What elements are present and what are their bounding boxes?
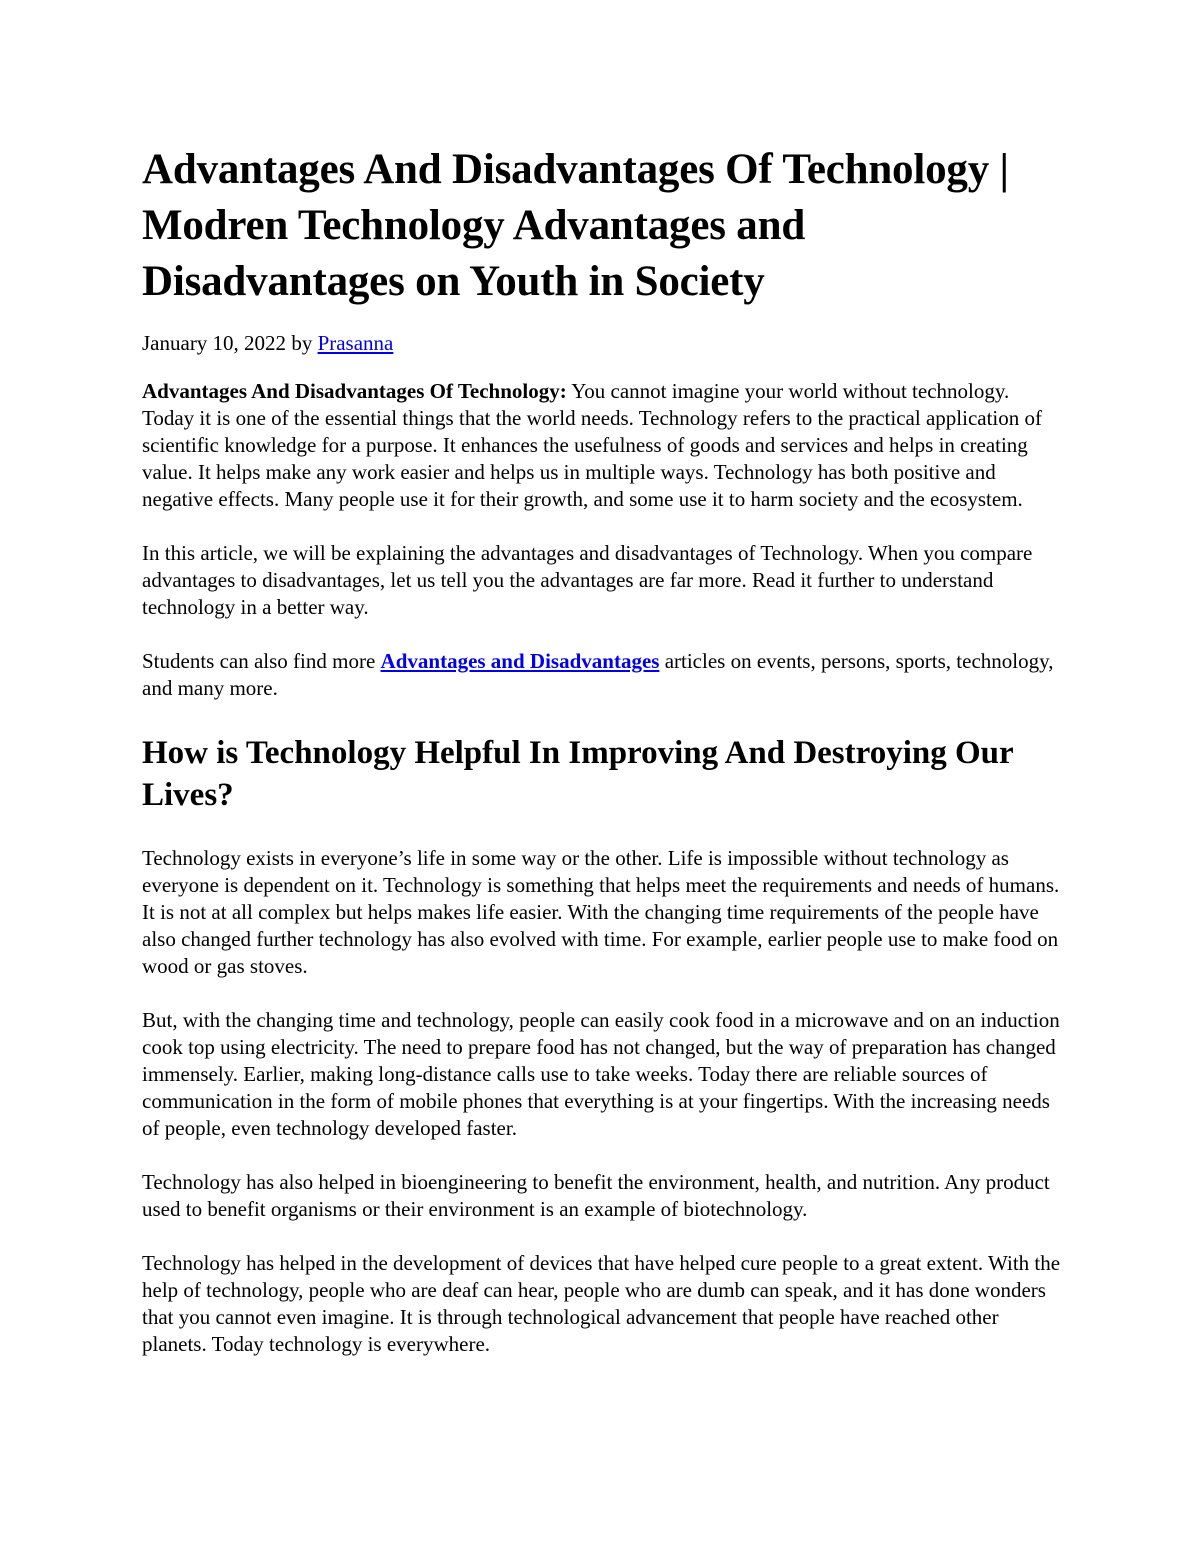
article-meta bbox=[142, 330, 1064, 356]
intro-text: You cannot imagine your world without technology. Today it is one of the essential things that the world needs. Technology refers to the practical application of scientific knowledge for a purpose. It enhances the usefulness of goods and services and helps in creating value. It helps make any work easier and helps us in multiple ways. Technology has both positive and negative effects. Many people use it for their growth, and some use it to harm society and the ecosystem. bbox=[142, 379, 1042, 511]
byline-word: by bbox=[291, 331, 313, 355]
section-paragraph-1: Technology exists in everyone’s life in some way or the other. Life is impossible without technology as everyone is dependent on it. Technology is something that helps meet the requirements and needs of humans. It is not at all complex but helps makes life easier. With the changing time requirements of the people have also changed further technology has also evolved with time. For example, earlier people use to make food on wood or gas stoves. bbox=[142, 846, 1060, 978]
related-text-before: Students can also find more bbox=[142, 649, 381, 673]
section-paragraph-3: Technology has also helped in bioengineering to benefit the environment, health, and nutrition. Any product used to benefit organisms or their environment is an example of biotechnology. bbox=[142, 1170, 1050, 1221]
intro-paragraph bbox=[142, 378, 1064, 513]
author-link[interactable]: Prasanna bbox=[317, 331, 394, 355]
advantages-disadvantages-link[interactable]: Advantages and Disadvantages bbox=[380, 649, 660, 673]
related-articles-paragraph bbox=[142, 648, 1064, 702]
article-overview-paragraph: In this article, we will be explaining the advantages and disadvantages of Technology. When you compare advantages to disadvantages, let us tell you the advantages are far more. Read it further to understand technology in a better way. bbox=[142, 541, 1033, 619]
publish-date: January 10, 2022 bbox=[142, 331, 287, 355]
related-text-after: articles on events, persons, sports, technology, and many more. bbox=[142, 649, 1054, 700]
section-paragraph-2: But, with the changing time and technology, people can easily cook food in a microwave and on an induction cook top using electricity. The need to prepare food has not changed, but the way of preparation has changed immensely. Earlier, making long-distance calls use to take weeks. Today there are reliable sources of communication in the form of mobile phones that everything is at your fingertips. With the increasing needs of people, even technology developed faster. bbox=[142, 1008, 1060, 1140]
document-page bbox=[142, 142, 1064, 1358]
section-heading: How is Technology Helpful In Improving And Destroying Our Lives? bbox=[142, 735, 1014, 813]
article-title: Advantages And Disadvantages Of Technology | Modren Technology Advantages and Disadvantages on Youth in Society bbox=[142, 146, 1009, 305]
intro-lead: Advantages And Disadvantages Of Technology: bbox=[142, 379, 567, 403]
section-paragraph-4: Technology has helped in the development of devices that have helped cure people to a great extent. With the help of technology, people who are deaf can hear, people who are dumb can speak, and it has done wonders that you cannot even imagine. It is through technological advancement that people have reached other planets. Today technology is everywhere. bbox=[142, 1251, 1061, 1356]
